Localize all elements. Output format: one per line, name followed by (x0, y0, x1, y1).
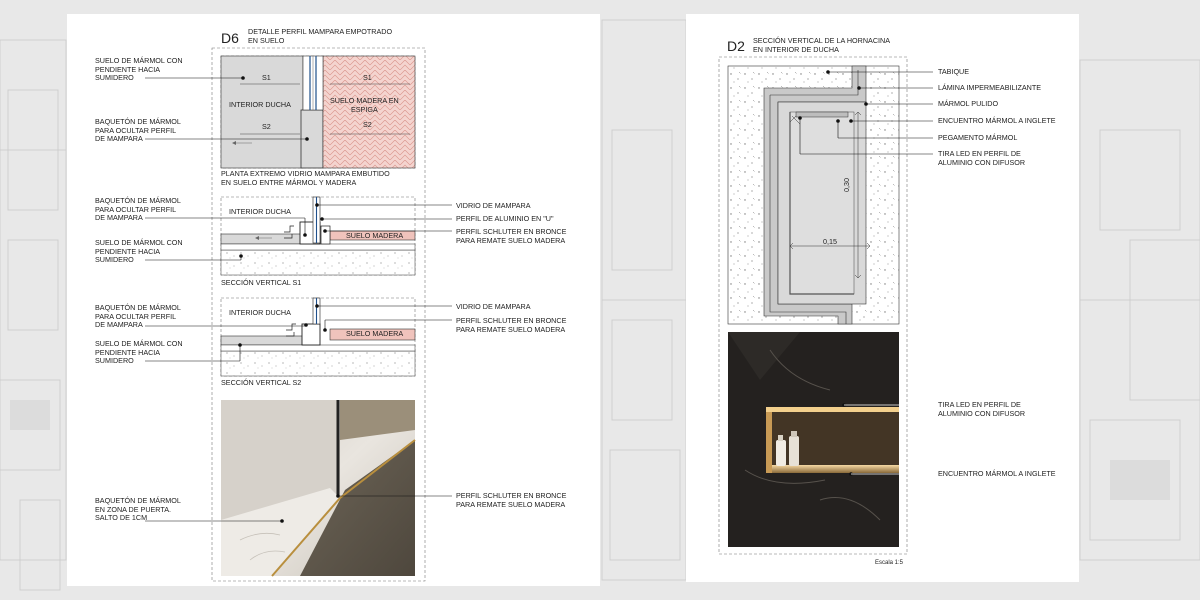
label-encuentro-photo: ENCUENTRO MÁRMOL A INGLETE (938, 469, 1056, 478)
label-pegamento: PEGAMENTO MÁRMOL (938, 133, 1018, 142)
plan-caption: PLANTA EXTREMO VIDRIO MAMPARA EMBUTIDO EN SUELO ENTRE MÁRMOL Y MADERA (221, 169, 390, 187)
label-baqueton-puerta: BAQUETÓN DE MÁRMOL EN ZONA DE PUERTA. SALTO DE 1CM (95, 496, 181, 523)
label-suelo-marmol-s2: SUELO DE MÁRMOL CON PENDIENTE HACIA SUMIDERO (95, 339, 183, 366)
label-suelo-marmol-s1: SUELO DE MÁRMOL CON PENDIENTE HACIA SUMIDERO (95, 238, 183, 265)
detail-code-d6: D6 (221, 30, 239, 46)
label-suelo-marmol-plan: SUELO DE MÁRMOL CON PENDIENTE HACIA SUMIDERO (95, 56, 183, 83)
detail-title-d6: DETALLE PERFIL MAMPARA EMPOTRADO EN SUELO (248, 27, 393, 45)
label-marmol-pulido: MÁRMOL PULIDO (938, 99, 999, 108)
label-schluter-s2: PERFIL SCHLUTER EN BRONCE PARA REMATE SUELO MADERA (456, 316, 567, 334)
s2-madera-label: SUELO MADERA (346, 329, 404, 338)
label-schluter-photo: PERFIL SCHLUTER EN BRONCE PARA REMATE SUELO MADERA (456, 491, 567, 509)
detail-title-d2: SECCIÓN VERTICAL DE LA HORNACINA EN INTERIOR DE DUCHA (753, 36, 890, 54)
d2-dim-width: 0,15 (823, 237, 837, 246)
label-vidrio-s2: VIDRIO DE MAMPARA (456, 302, 531, 311)
plan-s2-right: S2 (363, 120, 372, 129)
s1-madera-label: SUELO MADERA (346, 231, 404, 240)
plan-s1-right: S1 (363, 73, 372, 82)
plan-s1-top: S1 (262, 73, 271, 82)
label-encuentro: ENCUENTRO MÁRMOL A INGLETE (938, 116, 1056, 125)
scale-label: Escala 1:5 (875, 560, 904, 566)
s1-caption: SECCIÓN VERTICAL S1 (221, 278, 302, 287)
label-tabique: TABIQUE (938, 67, 970, 76)
label-tira-led-photo: TIRA LED EN PERFIL DE ALUMINIO CON DIFUSOR (938, 400, 1026, 418)
s2-interior-label: INTERIOR DUCHA (229, 308, 291, 317)
d2-photo (728, 332, 933, 547)
s2-caption: SECCIÓN VERTICAL S2 (221, 378, 302, 387)
label-lamina: LÁMINA IMPERMEABILIZANTE (938, 83, 1042, 92)
label-baqueton-s2: BAQUETÓN DE MÁRMOL PARA OCULTAR PERFIL DE MAMPARA (95, 303, 181, 330)
label-tira-led: TIRA LED EN PERFIL DE ALUMINIO CON DIFUSOR (938, 149, 1026, 167)
label-baqueton-plan: BAQUETÓN DE MÁRMOL PARA OCULTAR PERFIL DE MAMPARA (95, 117, 181, 144)
plan-s2-left: S2 (262, 122, 271, 131)
label-baqueton-s1: BAQUETÓN DE MÁRMOL PARA OCULTAR PERFIL DE MAMPARA (95, 196, 181, 223)
s1-interior-label: INTERIOR DUCHA (229, 207, 291, 216)
detail-code-d2: D2 (727, 38, 745, 54)
d2-dim-height: 0,30 (842, 178, 851, 192)
label-vidrio-s1: VIDRIO DE MAMPARA (456, 201, 531, 210)
plan-interior-label: INTERIOR DUCHA (229, 100, 291, 109)
plan-madera-label: SUELO MADERA EN ESPIGA (330, 96, 399, 114)
label-perfil-u: PERFIL DE ALUMINIO EN "U" (456, 214, 554, 223)
label-schluter-s1: PERFIL SCHLUTER EN BRONCE PARA REMATE SUELO MADERA (456, 227, 567, 245)
